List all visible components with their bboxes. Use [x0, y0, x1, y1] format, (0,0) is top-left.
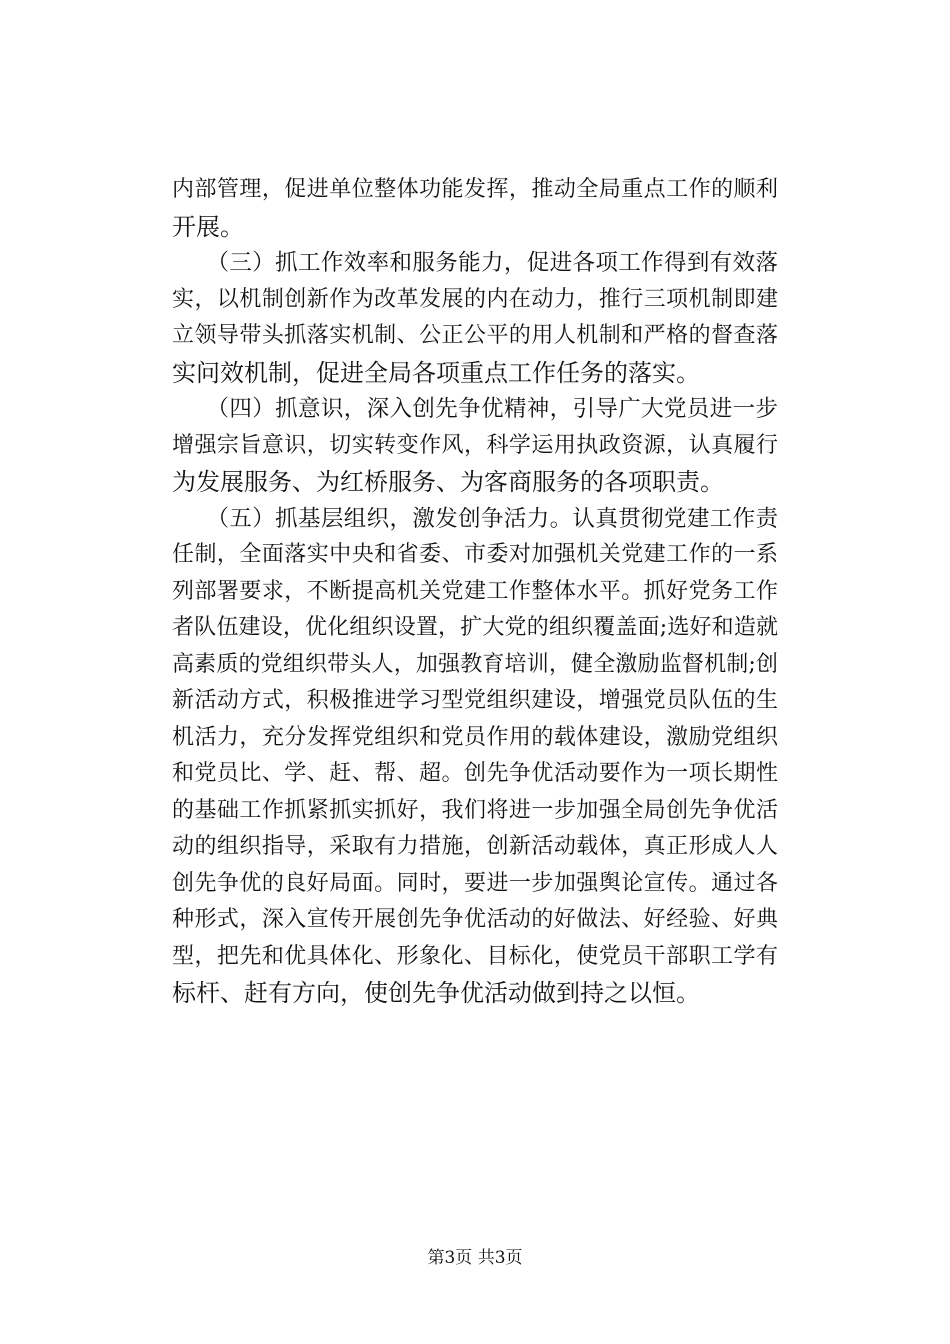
body-text-line: 动的组织指导，采取有力措施，创新活动载体，真正形成人人 [172, 834, 778, 859]
body-text-line: 实问效机制，促进全局各项重点工作任务的落实。 [172, 358, 700, 387]
body-text-line: 的基础工作抓紧抓实抓好，我们将进一步加强全局创先争优活 [172, 797, 778, 823]
body-text-line: 任制，全面落实中央和省委、市委对加强机关党建工作的一系 [172, 542, 778, 567]
body-text-line: 新活动方式，积极推进学习型党组织建设，增强党员队伍的生 [172, 688, 778, 713]
page-number-footer: 第3页 共3页 [427, 1248, 523, 1268]
body-text-line: （四）抓意识，深入创先争优精神，引导广大党员进一步 [172, 396, 778, 422]
body-text-line: 为发展服务、为红桥服务、为客商服务的各项职责。 [172, 468, 724, 496]
body-text-line: 立领导带头抓落实机制、公正公平的用人机制和严格的督查落 [172, 323, 778, 348]
body-text-line: 种形式，深入宣传开展创先争优活动的好做法、好经验、好典 [172, 907, 778, 932]
body-text-line: 高素质的党组织带头人，加强教育培训，健全激励监督机制;创 [172, 651, 778, 677]
body-text-line: 者队伍建设，优化组织设置，扩大党的组织覆盖面;选好和造就 [172, 615, 778, 640]
body-text-line: 标杆、赶有方向，使创先争优活动做到持之以恒。 [172, 979, 700, 1007]
body-text-line: 开展。 [172, 212, 244, 241]
body-text-line: 和党员比、学、赶、帮、超。创先争优活动要作为一项长期性 [172, 761, 778, 786]
body-text-line: 创先争优的良好局面。同时，要进一步加强舆论宣传。通过各 [172, 870, 778, 896]
body-text-line: 内部管理，促进单位整体功能发挥，推动全局重点工作的顺利 [172, 177, 778, 202]
body-text-line: 增强宗旨意识，切实转变作风，科学运用执政资源，认真履行 [172, 432, 778, 458]
body-text-line: 型，把先和优具体化、形象化、目标化，使党员干部职工学有 [172, 943, 778, 969]
body-text-line: （三）抓工作效率和服务能力，促进各项工作得到有效落 [172, 250, 778, 276]
body-text-line: 列部署要求，不断提高机关党建工作整体水平。抓好党务工作 [172, 578, 778, 604]
body-text-line: 机活力，充分发挥党组织和党员作用的载体建设，激励党组织 [172, 724, 778, 750]
document-body [172, 172, 778, 1012]
body-text-line: 实，以机制创新作为改革发展的内在动力，推行三项机制即建 [172, 286, 778, 312]
body-text-line: （五）抓基层组织，激发创争活力。认真贯彻党建工作责 [172, 505, 778, 532]
